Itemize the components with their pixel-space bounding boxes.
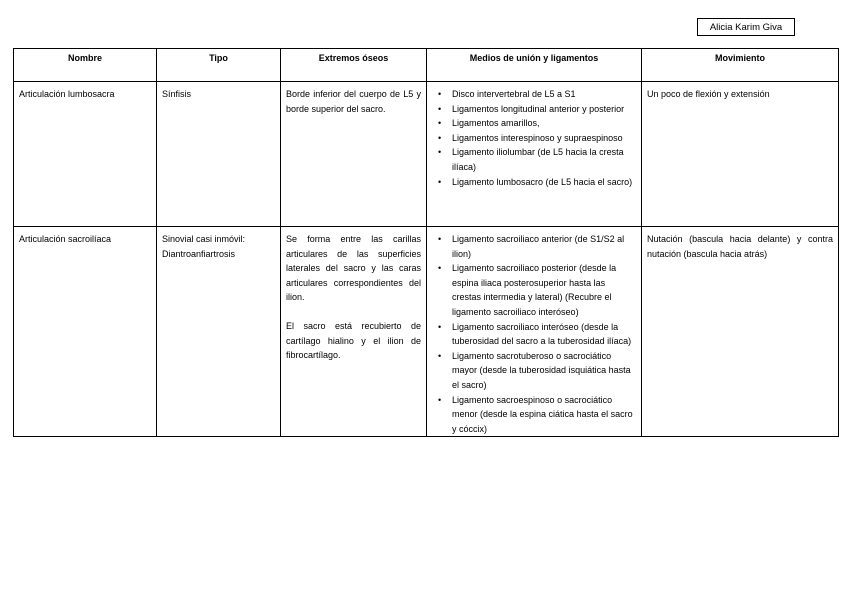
cell-movimiento: Un poco de flexión y extensión <box>642 82 839 227</box>
header-nombre: Nombre <box>14 49 157 82</box>
list-item: • Ligamentos longitudinal anterior y posterior <box>452 102 636 117</box>
list-item: • Ligamento iliolumbar (de L5 hacia la cresta ilíaca) <box>452 145 636 174</box>
header-tipo: Tipo <box>157 49 281 82</box>
joints-table <box>13 48 839 437</box>
header-extremos: Extremos óseos <box>281 49 427 82</box>
table-header-row <box>14 49 839 82</box>
cell-extremos <box>281 82 427 227</box>
cell-tipo: Sínfisis <box>157 82 281 227</box>
ligamentos-list <box>432 232 636 436</box>
table-row <box>14 82 839 227</box>
extremos-text: El sacro está recubierto de cartílago hialino y el ilion de fibrocartílago. <box>286 320 421 361</box>
list-item: • Ligamento sacrotuberoso o sacrociático mayor (desde la tuberosidad isquiática hasta el sacro) <box>452 349 636 393</box>
list-item: • Ligamento sacroiliaco posterior (desde la espina iliaca posterosuperior hasta las crestas intermedia y lateral) (Recubre el ligamento sacroiliaco interóseo) <box>452 261 636 319</box>
cell-ligamentos <box>427 82 642 227</box>
list-item: • Disco intervertebral de L5 a S1 <box>452 87 636 102</box>
extremos-text: Borde inferior del cuerpo de L5 y borde superior del sacro. <box>286 89 421 114</box>
cell-nombre: Articulación sacroilíaca <box>14 227 157 437</box>
header-ligamentos: Medios de unión y ligamentos <box>427 49 642 82</box>
cell-tipo: Sinovial casi inmóvil: Diantroanfiartrosis <box>157 227 281 437</box>
list-item: • Ligamentos interespinoso y supraespinoso <box>452 131 636 146</box>
cell-extremos <box>281 227 427 437</box>
cell-ligamentos <box>427 227 642 437</box>
list-item: • Ligamentos amarillos, <box>452 116 636 131</box>
cell-nombre: Articulación lumbosacra <box>14 82 157 227</box>
list-item: • Ligamento sacroespinoso o sacrociático menor (desde la espina ciática hasta el sacro y cóccix) <box>452 393 636 437</box>
extremos-text: Se forma entre las carillas articulares de las superficies laterales del sacro y las caras articulares correspondientes del ilion. <box>286 234 421 303</box>
ligamentos-list <box>432 87 636 189</box>
header-movimiento: Movimiento <box>642 49 839 82</box>
list-item: • Ligamento lumbosacro (de L5 hacia el sacro) <box>452 175 636 190</box>
author-name-box: Alicia Karim Giva <box>697 18 795 36</box>
table-row <box>14 227 839 437</box>
list-item: • Ligamento sacroiliaco interóseo (desde la tuberosidad del sacro a la tuberosidad ilíaca) <box>452 320 636 349</box>
cell-movimiento: Nutación (bascula hacia delante) y contra nutación (bascula hacia atrás) <box>642 227 839 437</box>
list-item: • Ligamento sacroiliaco anterior (de S1/S2 al ilion) <box>452 232 636 261</box>
